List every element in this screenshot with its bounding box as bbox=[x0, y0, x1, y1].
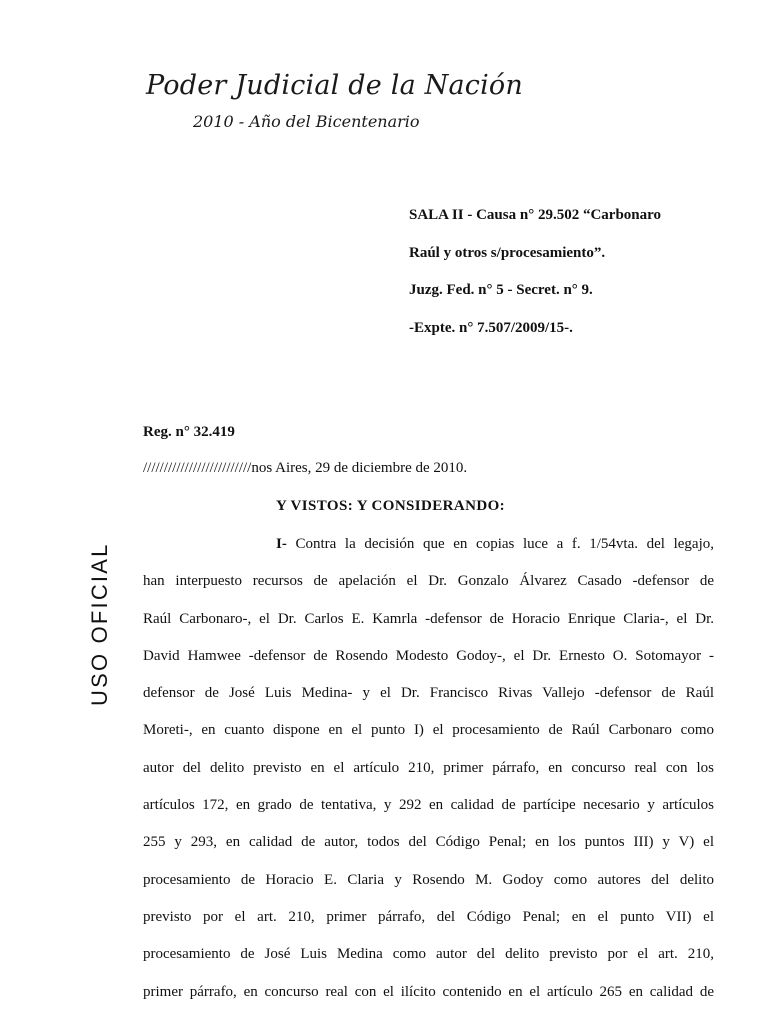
paragraph-line bbox=[143, 526, 714, 563]
paragraph-line: previsto por el art. 210, primer párrafo, del Código Penal; en el punto VII) el bbox=[143, 908, 714, 925]
paragraph-lead: I- bbox=[276, 536, 287, 552]
case-header-line: Raúl y otros s/procesamiento”. bbox=[409, 244, 606, 261]
date-line: //////////////////////////nos Aires, 29 de diciembre de 2010. bbox=[143, 460, 468, 476]
paragraph-line: procesamiento de José Luis Medina como autor del delito previsto por el art. 210, bbox=[143, 946, 714, 963]
paragraph-line: Raúl Carbonaro-, el Dr. Carlos E. Kamrla -defensor de Horacio Enrique Claria-, el Dr. bbox=[143, 610, 714, 627]
official-use-stamp: USO OFICIAL bbox=[87, 542, 112, 706]
paragraph-line: Moreti-, en cuanto dispone en el punto I) el procesamiento de Raúl Carbonaro como bbox=[143, 722, 714, 739]
case-header-line: -Expte. n° 7.507/2009/15-. bbox=[409, 319, 573, 336]
paragraph-line: han interpuesto recursos de apelación el Dr. Gonzalo Álvarez Casado -defensor de bbox=[143, 573, 714, 590]
paragraph-line: 255 y 293, en calidad de autor, todos del Código Penal; en los puntos III) y V) el bbox=[143, 834, 714, 851]
case-header bbox=[409, 197, 661, 347]
paragraph-line-text: Contra la decisión que en copias luce a f. 1/54vta. del legajo, bbox=[286, 536, 714, 552]
letterhead-subtitle: 2010 - Año del Bicentenario bbox=[193, 112, 420, 131]
section-heading: Y VISTOS: Y CONSIDERANDO: bbox=[276, 498, 506, 514]
paragraph-line: procesamiento de Horacio E. Claria y Rosendo M. Godoy como autores del delito bbox=[143, 871, 714, 888]
paragraph-line: defensor de José Luis Medina- y el Dr. Francisco Rivas Vallejo -defensor de Raúl bbox=[143, 685, 714, 702]
case-header-line: Juzg. Fed. n° 5 - Secret. n° 9. bbox=[409, 282, 593, 298]
body-paragraph bbox=[143, 526, 714, 1011]
letterhead-title: Poder Judicial de la Nación bbox=[146, 70, 523, 101]
paragraph-line: primer párrafo, en concurso real con el ilícito contenido en el artículo 265 en calidad de bbox=[143, 983, 714, 1000]
paragraph-line: David Hamwee -defensor de Rosendo Modesto Godoy-, el Dr. Ernesto O. Sotomayor - bbox=[143, 647, 714, 664]
registry-number: Reg. n° 32.419 bbox=[143, 424, 235, 440]
paragraph-line: artículos 172, en grado de tentativa, y 292 en calidad de partícipe necesario y artículos bbox=[143, 797, 714, 814]
paragraph-line: autor del delito previsto en el artículo 210, primer párrafo, en concurso real con los bbox=[143, 759, 714, 776]
case-header-line: SALA II - Causa n° 29.502 “Carbonaro bbox=[409, 207, 662, 223]
